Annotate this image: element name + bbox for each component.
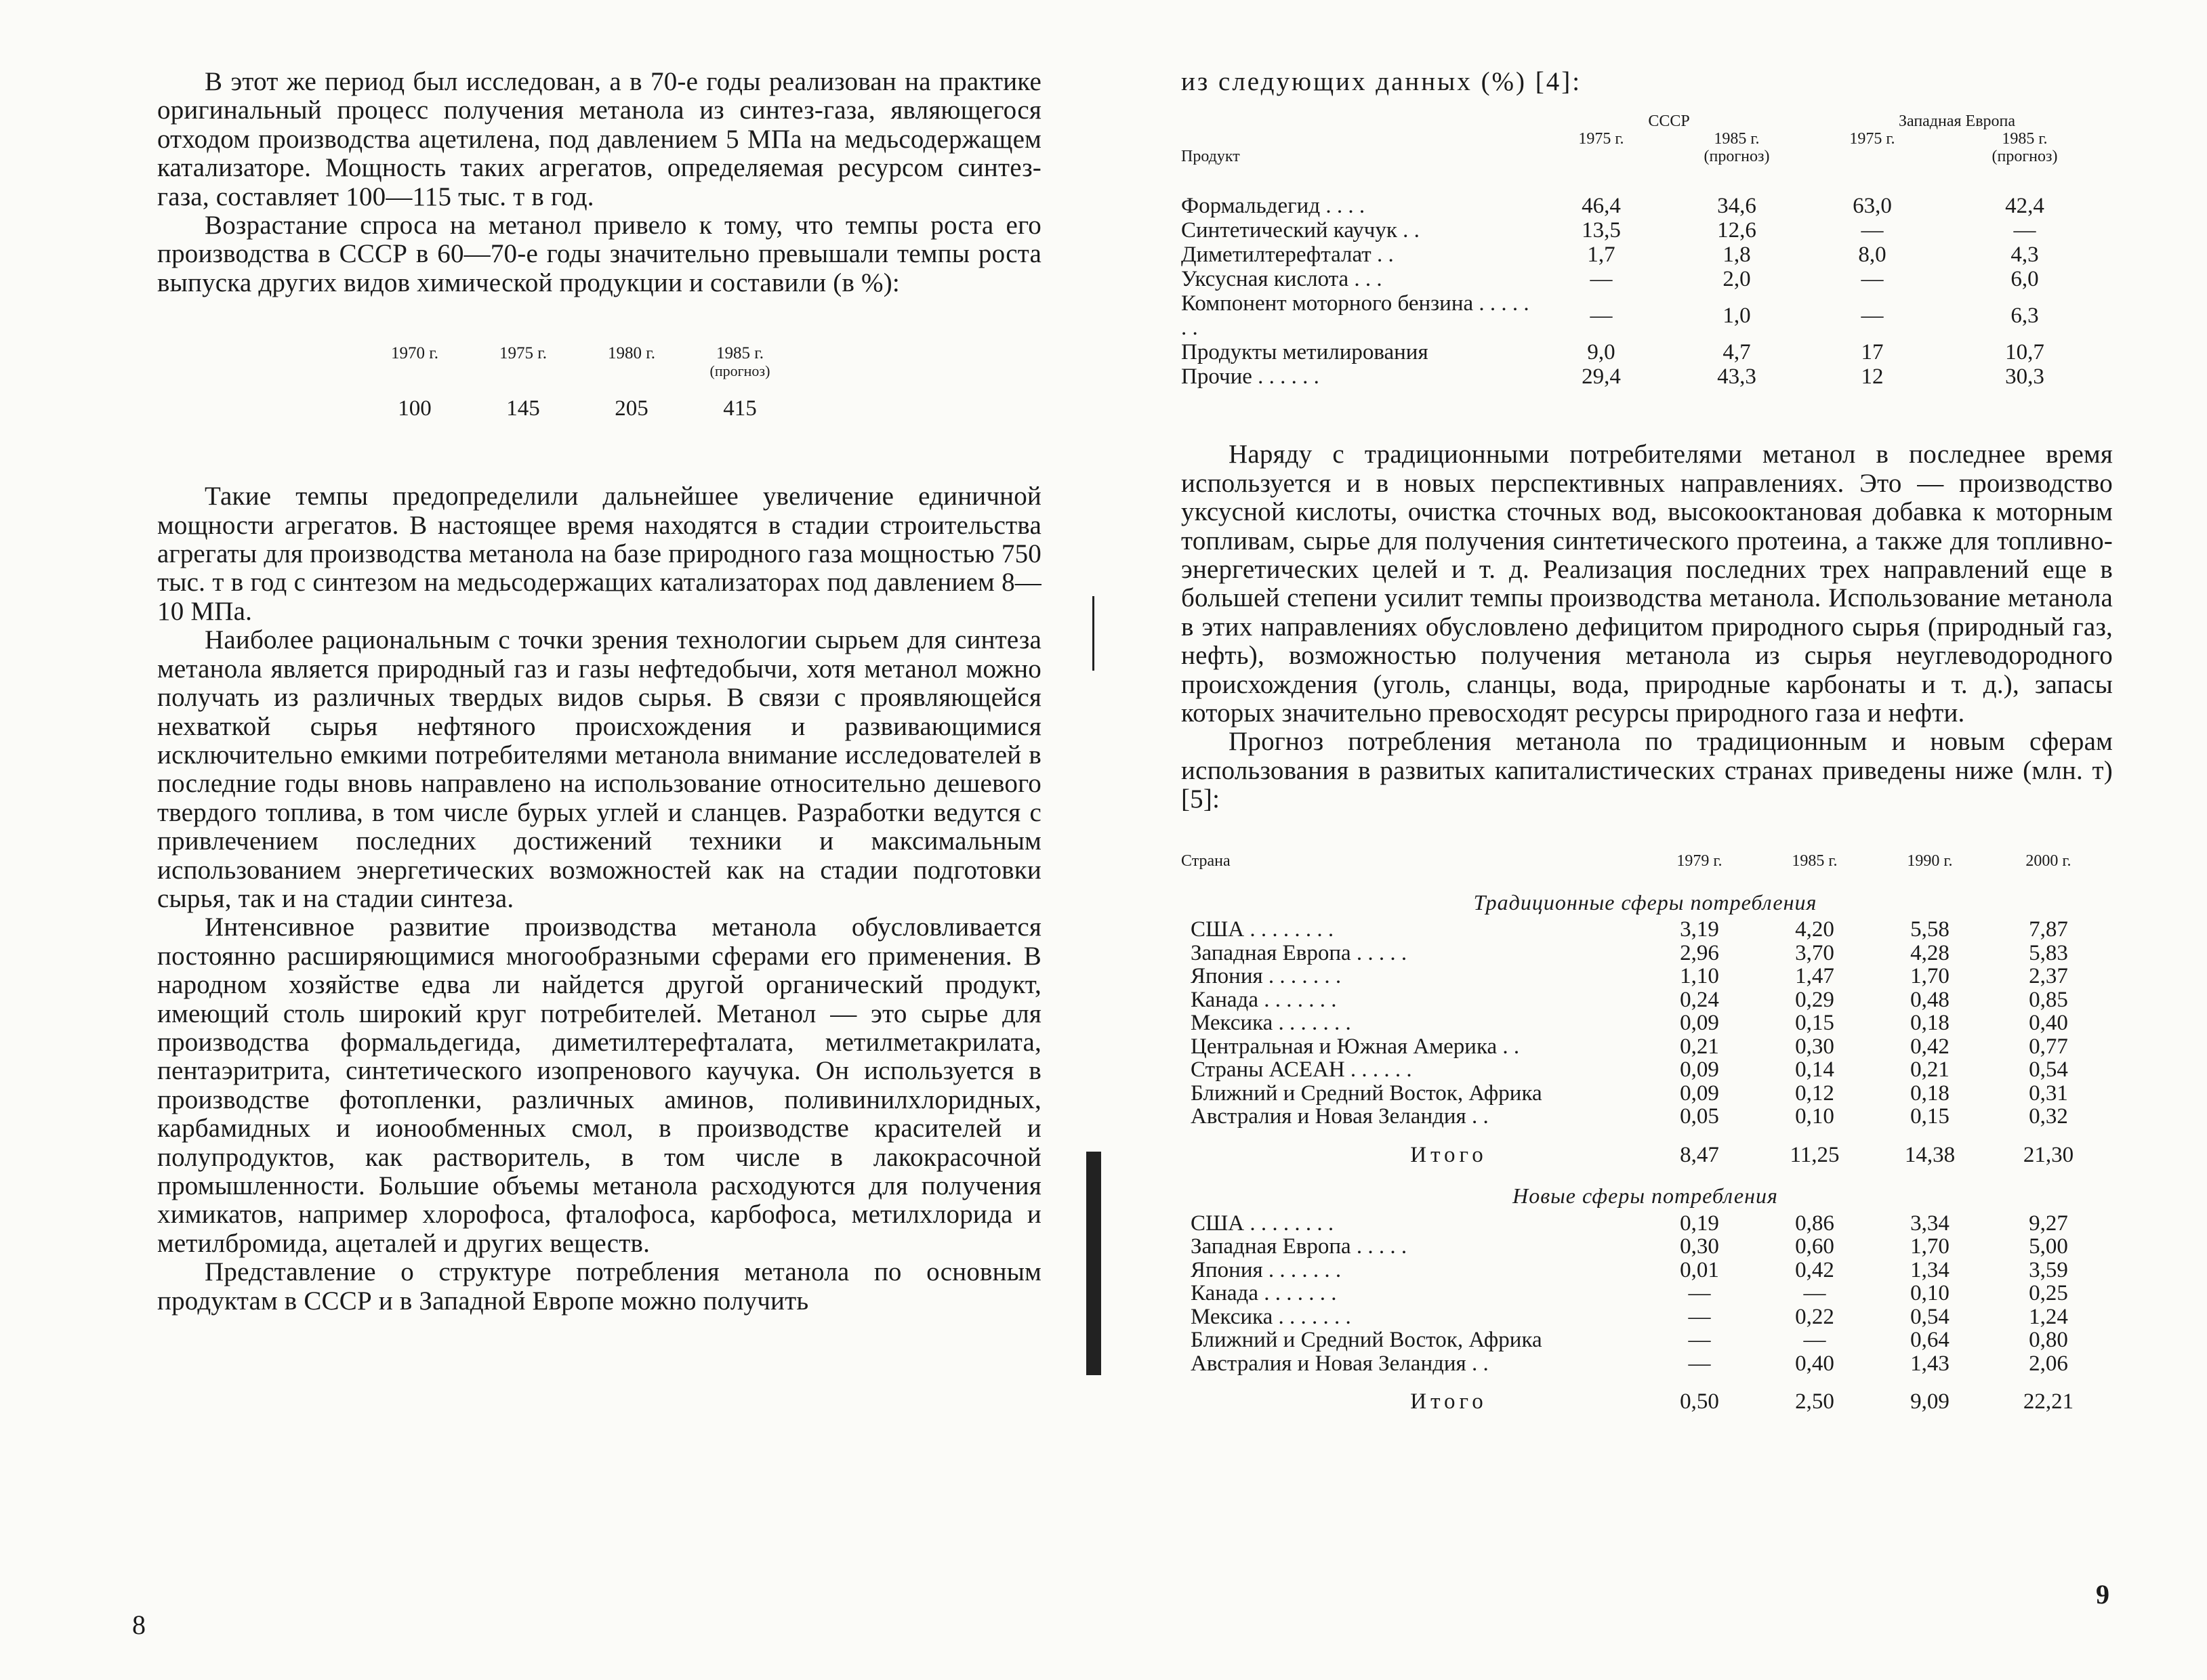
table-header: 1985 г. (2002, 130, 2048, 148)
row-label: Формальдегид . . . . (1181, 194, 1365, 219)
table-cell: 0,01 (1680, 1257, 1719, 1282)
table-cell: 2,37 (2029, 964, 2068, 989)
growth-table (360, 345, 794, 421)
table-cell: 43,3 (1717, 364, 1756, 390)
table-cell: 0,24 (1680, 987, 1719, 1012)
table-cell: 22,21 (2023, 1389, 2074, 1414)
paragraph: В этот же период был исследован, а в 70-е годы реализован на практике оригинальный процесс получения метанола из синтез-газа, являющегося отходом производства ацетилена, под давлением 5 МПа на медьсодержащем катализаторе. Мощность таких агрегатов, определяемая ресурсом синтез-газа, составляет 100—115 тыс. т в год. (157, 67, 1041, 211)
table-cell: 6,0 (2010, 267, 2039, 292)
table-cell: 0,15 (1795, 1011, 1834, 1036)
table-row (1181, 267, 2109, 291)
paragraph: Наиболее рациональным с точки зрения технологии сырьем для синтеза метанола является природный газ и газы нефтедобычи, хотя метанол можно получать из различных твердых видов сырья. В связи с проявляющейся нехваткой сырья нефтяного происхождения и развивающимися исключительно емкими потребителями метанола внимание исследователей в последние годы вновь направлено на использование относительно дешевого твердого топлива, в том числе бурых углей и сланцев. Разработки ведутся с привлечением последних достижений техники и максимальным использованием энергетических возможностей как на стадии подготовки сырья, так и на стадии синтеза. (157, 625, 1041, 913)
table-cell: 100 (398, 396, 432, 421)
table-cell: 9,09 (1910, 1389, 1950, 1414)
table-cell: 9,0 (1587, 340, 1615, 365)
gutter-line (1092, 596, 1094, 671)
section-row (1181, 1179, 2109, 1212)
table-header: 1980 г. (608, 344, 655, 363)
section-title: Традиционные сферы потребления (1473, 889, 1817, 915)
table-row (1181, 340, 2109, 364)
forecast-note: (прогноз) (709, 362, 770, 380)
table-row (1181, 1105, 2109, 1129)
table-cell: 0,77 (2029, 1034, 2068, 1059)
table-cell: 4,7 (1723, 340, 1751, 365)
table-cell: 1,8 (1723, 243, 1751, 268)
table-header: 1970 г. (391, 344, 438, 363)
row-label: Итого (1410, 1142, 1487, 1167)
row-label: Ближний и Средний Восток, Африка (1191, 1328, 1542, 1353)
row-label: Мексика . . . . . . . (1191, 1304, 1351, 1329)
table-row (1181, 965, 2109, 988)
table-cell: — (1590, 303, 1613, 329)
table-row (1181, 942, 2109, 965)
row-label: Канада . . . . . . . (1191, 1281, 1337, 1306)
table-cell: 0,54 (2029, 1057, 2068, 1083)
table-cell: 7,87 (2029, 917, 2068, 942)
table-row (1181, 194, 2109, 218)
table-cell: 46,4 (1582, 194, 1621, 219)
left-page (0, 0, 1103, 1680)
table-cell: 1,47 (1795, 964, 1834, 989)
table-cell: 1,34 (1910, 1257, 1950, 1282)
table-header: 1985 г. (716, 344, 764, 363)
table-cell: 34,6 (1717, 194, 1756, 219)
table-cell: 0,42 (1795, 1257, 1834, 1282)
table-cell: 12 (1861, 364, 1884, 390)
table-cell: 1,43 (1910, 1351, 1950, 1376)
table-row (1181, 1259, 2109, 1282)
table-cell: — (1861, 303, 1884, 329)
table-cell: 0,85 (2029, 987, 2068, 1012)
table-cell: 1,10 (1680, 964, 1719, 989)
table-cell: 21,30 (2023, 1142, 2074, 1167)
table-row (1181, 1011, 2109, 1035)
row-label: Синтетический каучук . . (1181, 218, 1420, 243)
intro-line: из следующих данных (%) [4]: (1181, 67, 1582, 96)
paragraph: Представление о структуре потребления метанола по основным продуктам в СССР и в Западной Европе можно получить (157, 1257, 1041, 1316)
row-label: Диметилтерефталат . . (1181, 243, 1394, 268)
table-cell: 11,25 (1790, 1142, 1840, 1167)
table-cell: 0,22 (1795, 1304, 1834, 1329)
table-row (1181, 1282, 2109, 1305)
table-cell: 2,50 (1795, 1389, 1834, 1414)
table-cell: 1,24 (2029, 1304, 2068, 1329)
table-cell: 3,70 (1795, 940, 1834, 965)
table-cell: 1,7 (1587, 243, 1615, 268)
table-cell: 10,7 (2005, 340, 2044, 365)
table-header: 1985 г. (1792, 852, 1838, 870)
table-cell: 0,05 (1680, 1104, 1719, 1129)
table-cell: — (1861, 267, 1884, 292)
page-number: 9 (2096, 1579, 2109, 1610)
table-cell: 0,40 (2029, 1011, 2068, 1036)
row-label: Компонент моторного бензина . . . . . . . (1181, 291, 1529, 341)
table-cell: 0,12 (1795, 1080, 1834, 1106)
table-row (1181, 1212, 2109, 1236)
table-cell: 0,30 (1680, 1234, 1719, 1259)
group-header-europe: Западная Европа (1898, 112, 2016, 131)
row-label: Прочие . . . . . . (1181, 364, 1319, 390)
consumption-table (1181, 112, 2109, 389)
table-cell: 3,34 (1910, 1211, 1950, 1236)
row-label: Страны АСЕАН . . . . . . (1191, 1057, 1412, 1083)
row-label: Австралия и Новая Зеландия . . (1191, 1104, 1489, 1129)
table-row (1181, 988, 2109, 1012)
row-label: Уксусная кислота . . . (1181, 267, 1382, 292)
forecast-table (1181, 852, 2109, 1426)
table-cell: 0,21 (1910, 1057, 1950, 1083)
table-row (1181, 918, 2109, 942)
forecast-table-body (1181, 885, 2109, 1426)
row-label: Япония . . . . . . . (1191, 1257, 1342, 1282)
table-cell: 0,18 (1910, 1011, 1950, 1036)
table-cell: 0,09 (1680, 1011, 1719, 1036)
table-cell: 2,06 (2029, 1351, 2068, 1376)
table-row (1181, 1058, 2109, 1082)
table-cell: 0,14 (1795, 1057, 1834, 1083)
right-page (1103, 0, 2207, 1680)
table-cell: — (1688, 1351, 1711, 1376)
table-cell: 63,0 (1853, 194, 1892, 219)
table-header-forecast (1669, 130, 1804, 194)
table-cell: 0,42 (1910, 1034, 1950, 1059)
table-cell: 1,70 (1910, 1234, 1950, 1259)
row-label: Япония . . . . . . . (1191, 964, 1342, 989)
table-cell: 5,00 (2029, 1234, 2068, 1259)
paragraph: Такие темпы предопределили дальнейшее увеличение единичной мощности агрегатов. В настоящее время находятся в стадии строительства агрегаты для производства метанола на базе природного газа мощностью 750 тыс. т в год с синтезом на медьсодержащих катализаторах под давлением 8—10 МПа. (157, 482, 1041, 626)
row-label: Канада . . . . . . . (1191, 987, 1337, 1012)
table-row (1181, 1305, 2109, 1329)
row-label: США . . . . . . . . (1191, 1211, 1334, 1236)
table-cell: 3,19 (1680, 917, 1719, 942)
table-cell: — (1688, 1304, 1711, 1329)
row-label: Западная Европа . . . . . (1191, 1234, 1407, 1259)
table-cell: 205 (615, 396, 648, 421)
left-text-column (157, 68, 1041, 1316)
section-title: Новые сферы потребления (1512, 1183, 1778, 1209)
row-label: Мексика . . . . . . . (1191, 1011, 1351, 1036)
table-cell: 0,80 (2029, 1328, 2068, 1353)
paragraph: Наряду с традиционными потребителями метанол в последнее время используется и в новых перспективных направлениях. Это — производство уксусной кислоты, очистка сточных вод, высокооктановая добавка к моторным топливам, сырье для получения синтетического протеина, а также для топливно-энергетических целей и т. д. Реализация последних трех направлений еще в большей степени усилит темпы производства метанола. Использование метанола в этих направлениях обусловлено дефицитом природного сырья (природный газ, нефть), возможностью получения метанола из сырья неуглеводородного происхождения (уголь, сланцы, вода, природные карбонаты и т. д.), запасы которых значительно превосходят ресурсы природного газа и нефти. (1181, 440, 2113, 728)
table-cell: — (1803, 1328, 1826, 1353)
table-cell: 2,96 (1680, 940, 1719, 965)
row-label: Продукты метилирования (1181, 340, 1428, 365)
paragraph: Прогноз потребления метанола по традиционным и новым сферам использования в развитых капиталистических странах приведены ниже (млн. т) [5]: (1181, 727, 2113, 814)
table-cell: 4,20 (1795, 917, 1834, 942)
group-header-ussr: СССР (1648, 112, 1690, 131)
table-cell: 13,5 (1582, 218, 1621, 243)
row-label: Итого (1410, 1389, 1487, 1414)
consumption-table-body (1181, 194, 2109, 389)
table-cell: 5,58 (1910, 917, 1950, 942)
table-row (1181, 1328, 2109, 1352)
gutter-shadow (1086, 1152, 1101, 1375)
table-cell: 42,4 (2005, 194, 2044, 219)
table-header-forecast (1940, 130, 2109, 194)
table-row (1181, 291, 2109, 340)
forecast-note: (прогноз) (1704, 148, 1770, 166)
table-header: Продукт (1181, 148, 1240, 166)
table-cell: 0,64 (1910, 1328, 1950, 1353)
row-label: Западная Европа . . . . . (1191, 940, 1407, 965)
table-cell: — (1803, 1281, 1826, 1306)
section-row (1181, 885, 2109, 919)
table-row (1181, 1082, 2109, 1106)
paragraph: Интенсивное развитие производства метанола обусловливается постоянно расширяющимися многообразными сферами его применения. В народном хозяйстве едва ли найдется другой органический продукт, имеющий столь широкий круг потребителей. Метанол — это сырье для производства формальдегида, диметилтерефталата, метилметакрилата, пентаэритрита, синтетического изопренового каучука. Он используется в производстве фотопленки, различных аминов, поливинилхлоридных, карбамидных и ионообменных смол, в производстве красителей и полупродуктов, как растворитель, в том числе в лакокрасочной промышленности. Большие объемы метанола расходуются для получения химикатов, например хлорофоса, фталофоса, карбофоса, метилхлорида и метилбромида, ацеталей и других веществ. (157, 912, 1041, 1258)
table-cell: 8,47 (1680, 1142, 1719, 1167)
table-cell: — (1688, 1281, 1711, 1306)
table-cell: 8,0 (1858, 243, 1886, 268)
table-row (1181, 1129, 2109, 1179)
table-cell: 6,3 (2010, 303, 2039, 329)
table-cell: 3,59 (2029, 1257, 2068, 1282)
paragraph: Возрастание спроса на метанол привело к тому, что темпы роста его производства в СССР в 60—70-е годы значительно превышали темпы роста выпуска других видов химической продукции и составили (в %): (157, 211, 1041, 297)
forecast-note: (прогноз) (1992, 148, 2058, 166)
table-cell: 0,48 (1910, 987, 1950, 1012)
table-row (1181, 1352, 2109, 1376)
table-cell: 0,09 (1680, 1080, 1719, 1106)
table-cell: 30,3 (2005, 364, 2044, 390)
table-header: 1979 г. (1676, 852, 1723, 870)
table-row (1181, 1375, 2109, 1426)
table-cell: 0,54 (1910, 1304, 1950, 1329)
table-cell: 12,6 (1717, 218, 1756, 243)
table-cell: 1,0 (1723, 303, 1751, 329)
table-header: 2000 г. (2025, 852, 2071, 870)
row-label: Австралия и Новая Зеландия . . (1191, 1351, 1489, 1376)
table-row (1181, 243, 2109, 267)
table-cell: 0,40 (1795, 1351, 1834, 1376)
page-number: 8 (132, 1610, 146, 1640)
table-header: 1990 г. (1907, 852, 1953, 870)
table-cell: 0,10 (1795, 1104, 1834, 1129)
row-label: Центральная и Южная Америка . . (1191, 1034, 1520, 1059)
table-row (1181, 364, 2109, 389)
table-cell: 1,70 (1910, 964, 1950, 989)
table-cell: 0,30 (1795, 1034, 1834, 1059)
table-cell: 0,09 (1680, 1057, 1719, 1083)
right-text-column (1181, 68, 2113, 1426)
table-cell: 4,28 (1910, 940, 1950, 965)
table-header: Страна (1181, 852, 1231, 870)
table-cell: 14,38 (1904, 1142, 1956, 1167)
table-header-forecast (686, 345, 794, 396)
table-cell: 0,31 (2029, 1080, 2068, 1106)
table-cell: 0,10 (1910, 1281, 1950, 1306)
table-cell: 0,60 (1795, 1234, 1834, 1259)
table-header: 1975 г. (499, 344, 547, 363)
table-cell: 0,32 (2029, 1104, 2068, 1129)
row-label: Ближний и Средний Восток, Африка (1191, 1080, 1542, 1106)
table-cell: 415 (723, 396, 757, 421)
table-cell: 17 (1861, 340, 1884, 365)
table-cell: 0,25 (2029, 1281, 2068, 1306)
table-cell: — (2013, 218, 2036, 243)
table-cell: 9,27 (2029, 1211, 2068, 1236)
table-cell: — (1590, 267, 1613, 292)
table-header: 1975 г. (1578, 130, 1624, 148)
table-header: 1975 г. (1849, 130, 1895, 148)
table-row (1181, 1035, 2109, 1059)
table-header: 1985 г. (1714, 130, 1760, 148)
table-row (1181, 1235, 2109, 1259)
table-cell: 2,0 (1723, 267, 1751, 292)
table-cell: 0,19 (1680, 1211, 1719, 1236)
table-cell: 0,29 (1795, 987, 1834, 1012)
table-cell: — (1861, 218, 1884, 243)
table-cell: 145 (506, 396, 540, 421)
table-cell: 29,4 (1582, 364, 1621, 390)
table-row (1181, 218, 2109, 243)
table-cell: 0,86 (1795, 1211, 1834, 1236)
row-label: США . . . . . . . . (1191, 917, 1334, 942)
table-cell: 4,3 (2010, 243, 2039, 268)
table-cell: 0,21 (1680, 1034, 1719, 1059)
table-cell: 0,50 (1680, 1389, 1719, 1414)
table-cell: — (1688, 1328, 1711, 1353)
table-cell: 0,18 (1910, 1080, 1950, 1106)
table-cell: 0,15 (1910, 1104, 1950, 1129)
table-cell: 5,83 (2029, 940, 2068, 965)
